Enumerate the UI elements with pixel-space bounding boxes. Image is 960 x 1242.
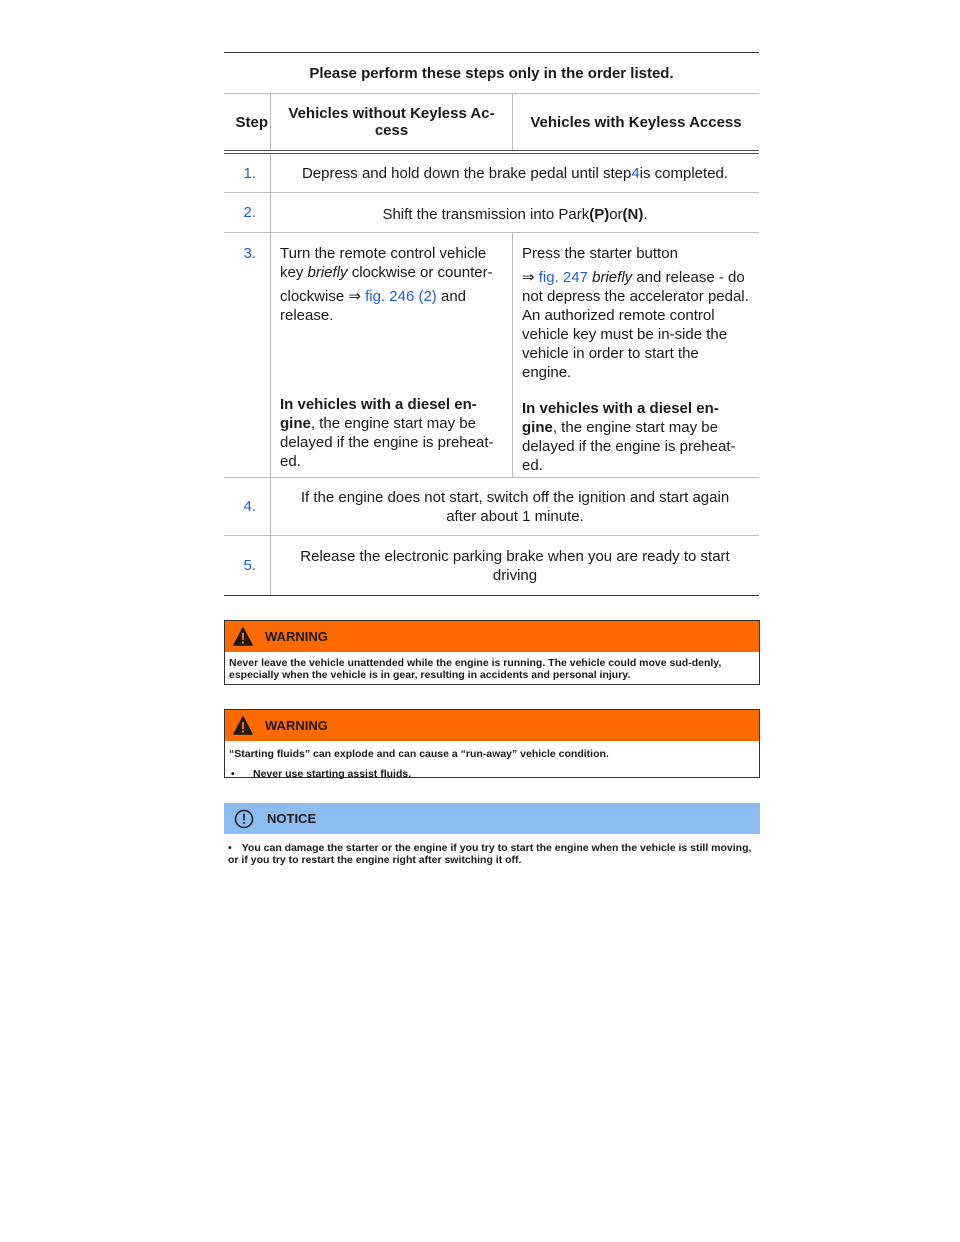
diesel-note-text: , the engine start may be delayed if the engine is preheat-ed. — [280, 415, 494, 470]
table-row — [224, 233, 759, 478]
header-step: Step — [224, 94, 271, 150]
warning-triangle-icon — [233, 716, 253, 735]
diesel-note-title: In vehicles with a diesel en-gine — [280, 396, 477, 432]
step-text-part: . — [643, 205, 648, 223]
emphasis-text: briefly — [307, 264, 348, 281]
bullet-symbol: • — [228, 842, 232, 854]
table-caption: Please perform these steps only in the order listed. — [224, 53, 759, 94]
step-number: 1. — [224, 154, 271, 192]
gear-park-label: (P) — [589, 205, 610, 223]
diesel-note-text: , the engine start may be delayed if the engine is preheat-ed. — [522, 419, 736, 474]
step-text-part: Shift the transmission into Park — [382, 205, 590, 223]
gear-neutral-label: (N) — [622, 205, 644, 223]
diesel-note-title: In vehicles with a diesel en-gine — [522, 400, 719, 436]
step-number: 5. — [224, 536, 271, 595]
step-text-part: or — [609, 205, 623, 223]
warning-box — [224, 620, 760, 685]
figure-link[interactable]: fig. 246 (2) — [365, 288, 437, 305]
step-text-part: Depress and hold down the brake pedal until step — [301, 164, 632, 182]
notice-text: You can damage the starter or the engine if you try to start the engine when the vehicle is still moving, or if you try to restart the engine right after switching it off. — [228, 842, 752, 866]
warning-box — [224, 709, 760, 778]
list-item — [229, 768, 755, 780]
step-text-part: Press the starter button — [522, 245, 678, 262]
table-row — [224, 536, 759, 596]
step-number: 2. — [224, 193, 271, 232]
table-row — [224, 478, 759, 536]
table-header-row — [224, 94, 759, 154]
step-text-part: is completed. — [639, 164, 729, 182]
step-text-with-keyless — [513, 233, 759, 477]
table-row — [224, 154, 759, 193]
warning-bullet-text: Never use starting assist fluids. — [253, 768, 412, 780]
step-text: Release the electronic parking brake when you are ready to start driving — [300, 547, 730, 584]
notice-box — [224, 803, 760, 866]
warning-title: WARNING — [265, 718, 328, 733]
table-row — [224, 193, 759, 233]
step-text — [271, 154, 759, 192]
notice-text-block — [224, 834, 760, 866]
steps-table — [224, 52, 759, 596]
emphasis-text: briefly — [592, 269, 633, 286]
warning-title: WARNING — [265, 629, 328, 644]
step-text-part: clockwise or counter- — [347, 264, 493, 281]
warning-text: “Starting fluids” can explode and can cause a “run-away” vehicle condition. — [229, 748, 609, 760]
step-text: If the engine does not start, switch off the ignition and start again after about 1 minute. — [300, 488, 730, 525]
header-without-keyless: Vehicles without Keyless Ac-cess — [271, 94, 513, 150]
figure-link[interactable]: fig. 247 — [538, 269, 588, 286]
step-text-without-keyless — [271, 233, 513, 477]
warning-triangle-icon — [233, 627, 253, 646]
warning-text: Never leave the vehicle unattended while the engine is running. The vehicle could move sud-denly, especially when the vehicle is in gear, resulting in accidents and personal injury. — [229, 657, 722, 681]
notice-header — [224, 803, 760, 834]
step-text-part: and release - do not depress the accelerator pedal. An authorized remote control vehicle key must be in-side the vehicle in order to start the engine. — [522, 269, 749, 381]
step-number: 4. — [224, 478, 271, 535]
warning-body — [225, 741, 759, 783]
notice-title: NOTICE — [267, 811, 317, 826]
step-text-part: clockwise ⇒ — [280, 288, 366, 305]
notice-exclamation-icon — [234, 809, 254, 829]
warning-header — [225, 710, 759, 741]
bullet-symbol: • — [231, 768, 235, 780]
step-text-part: and release. — [280, 288, 467, 324]
header-with-keyless: Vehicles with Keyless Access — [530, 113, 742, 131]
arrow-symbol: ⇒ — [522, 269, 539, 286]
step-text — [271, 193, 759, 232]
step-number: 3. — [224, 233, 271, 477]
step-link[interactable]: 4 — [631, 164, 640, 182]
step-text-part: Turn the remote control vehicle key — [280, 245, 487, 281]
warning-header — [225, 621, 759, 652]
